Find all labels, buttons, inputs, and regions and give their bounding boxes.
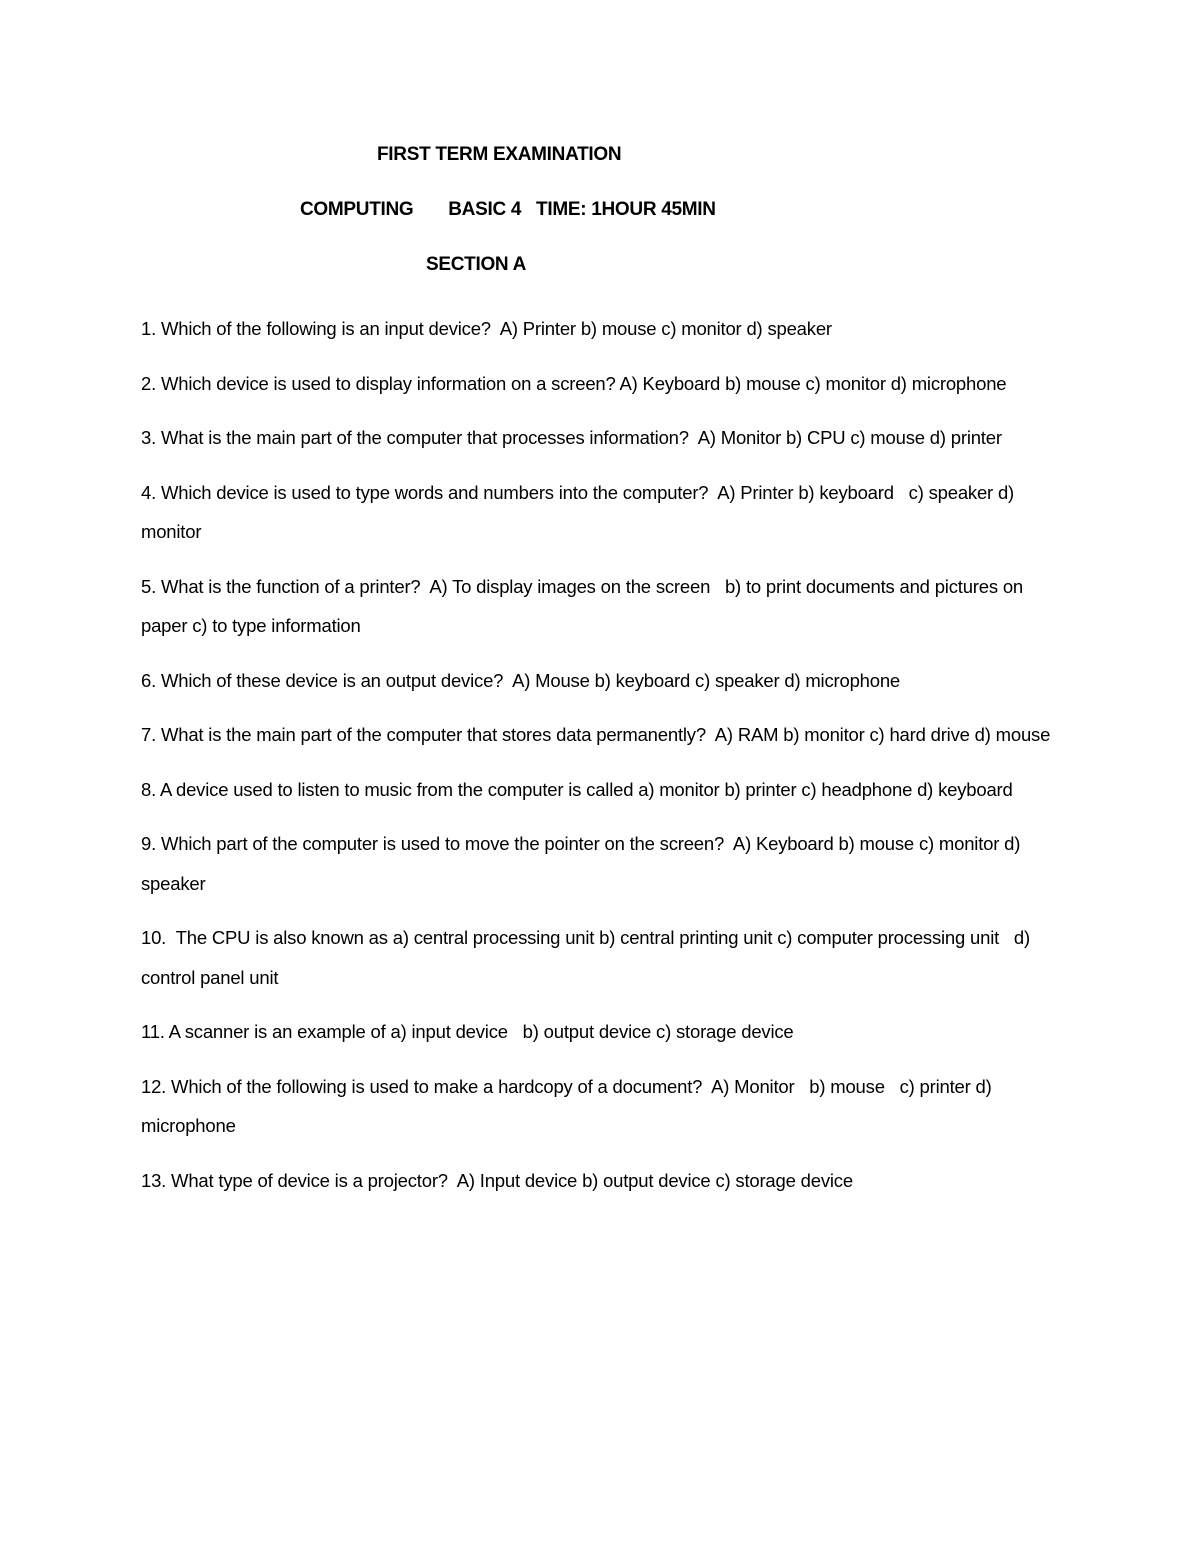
question-13: 13. What type of device is a projector? A) Input device b) output device c) storage device xyxy=(141,1169,853,1191)
question-5: 5. What is the function of a printer? A) To display images on the screen b) to print documents and pictures on paper c) to type information xyxy=(141,575,1028,636)
question-9: 9. Which part of the computer is used to move the pointer on the screen? A) Keyboard b) mouse c) monitor d) speaker xyxy=(141,833,1026,894)
question-4: 4. Which device is used to type words and numbers into the computer? A) Printer b) keyboard c) speaker d) monitor xyxy=(141,481,1019,542)
question-12: 12. Which of the following is used to make a hardcopy of a document? A) Monitor b) mouse c) printer d) microphone xyxy=(141,1075,997,1136)
exam-subtitle: COMPUTING BASIC 4 TIME: 1HOUR 45MIN xyxy=(300,199,716,220)
question-7: 7. What is the main part of the computer that stores data permanently? A) RAM b) monitor c) hard drive d) mouse xyxy=(141,724,1051,745)
question-1: 1. Which of the following is an input device? A) Printer b) mouse c) monitor d) speaker xyxy=(141,318,832,339)
question-10: 10. The CPU is also known as a) central processing unit b) central printing unit c) computer processing unit d) control panel unit xyxy=(141,927,1035,988)
section-heading: SECTION A xyxy=(426,254,527,275)
question-6: 6. Which of these device is an output device? A) Mouse b) keyboard c) speaker d) microphone xyxy=(141,669,901,691)
question-3: 3. What is the main part of the computer that processes information? A) Monitor b) CPU c) mouse d) printer xyxy=(141,427,1002,448)
question-11: 11. A scanner is an example of a) input device b) output device c) storage device xyxy=(141,1021,794,1042)
question-8: 8. A device used to listen to music from the computer is called a) monitor b) printer c) headphone d) keyboard xyxy=(141,778,1013,800)
question-2: 2. Which device is used to display information on a screen? A) Keyboard b) mouse c) monitor d) microphone xyxy=(141,372,1007,394)
exam-title: FIRST TERM EXAMINATION xyxy=(377,144,622,165)
question-list xyxy=(141,309,1066,1215)
